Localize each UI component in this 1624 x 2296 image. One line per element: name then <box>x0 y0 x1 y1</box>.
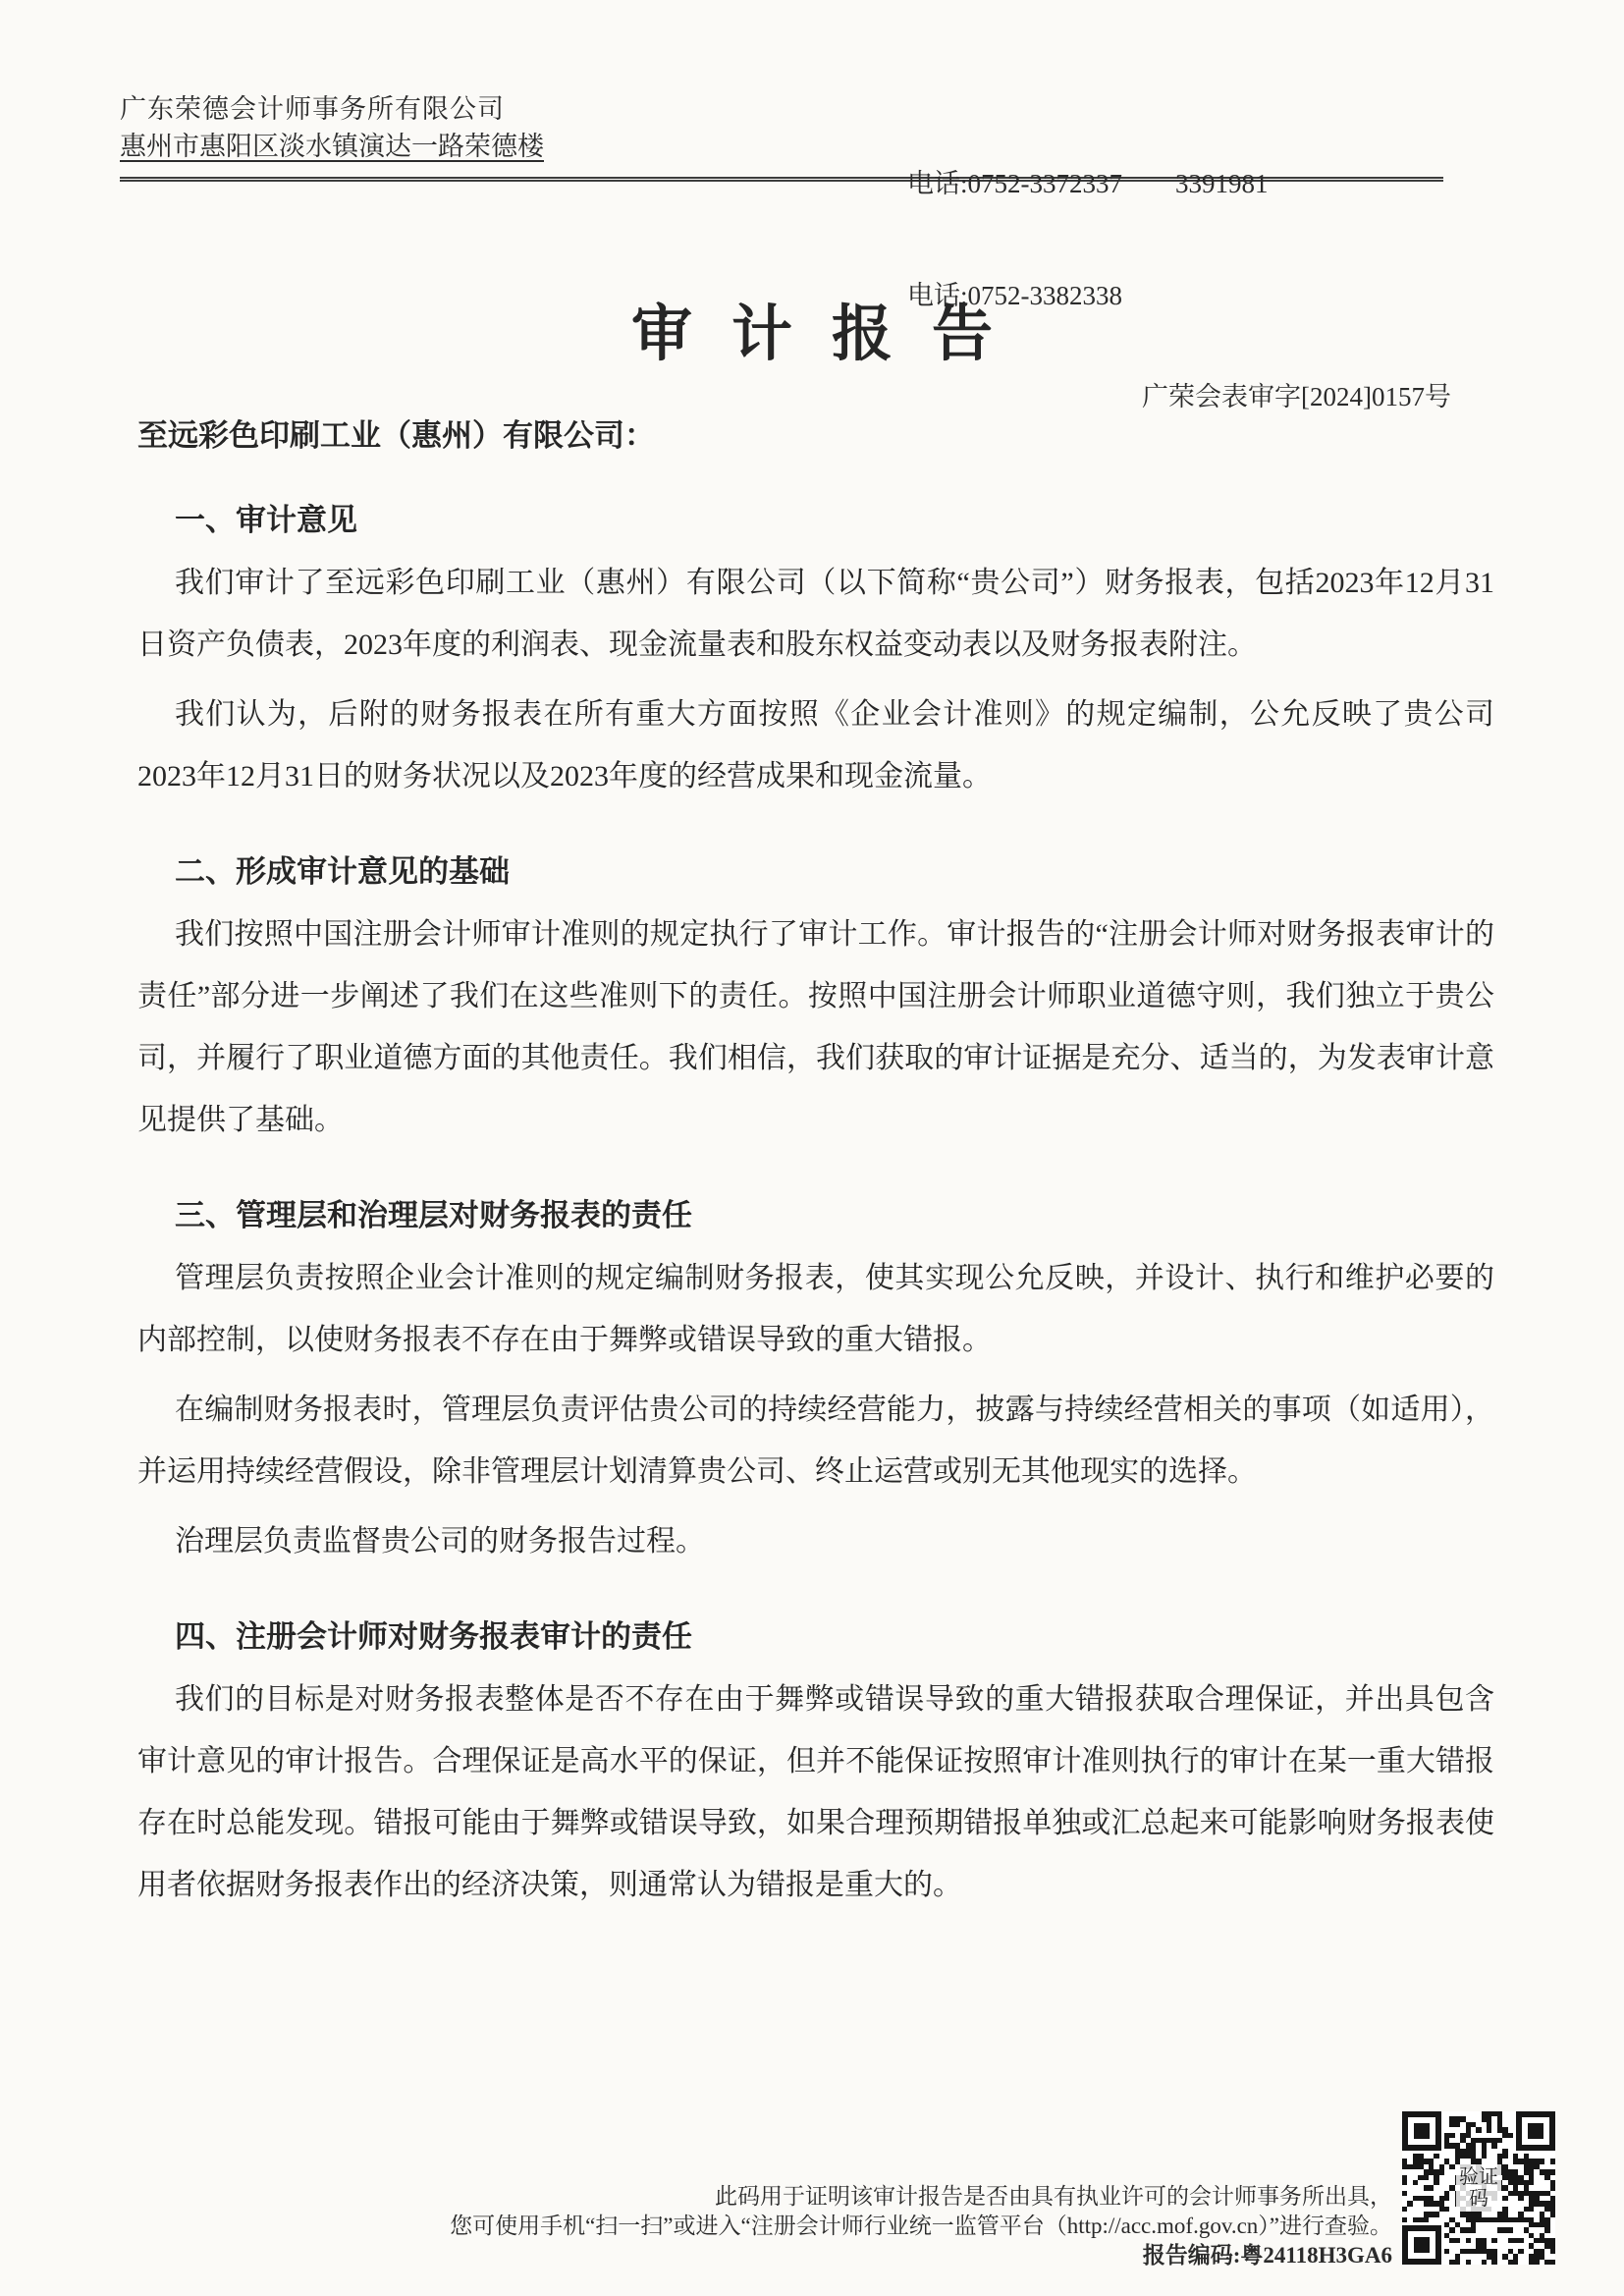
section-1-heading: 一、审计意见 <box>175 503 357 537</box>
letterhead <box>120 90 1443 310</box>
qr-finder-bottom-left <box>1402 2225 1441 2265</box>
firm-name: 广东荣德会计师事务所有限公司 <box>120 94 505 124</box>
section-4-paragraph-1: 我们的目标是对财务报表整体是否不存在由于舞弊或错误导致的重大错报获取合理保证，并出具包含审计意见的审计报告。合理保证是高水平的保证，但并不能保证按照审计准则执行的审计在某一重大错报存在时总能发现。错报可能由于舞弊或错误导致，如果合理预期错报单独或汇总起来可能影响财务报表使用者依据财务报表作出的经济决策，则通常认为错报是重大的。 <box>137 1683 1494 1901</box>
report-code: 报告编码:粤24118H3GA6 <box>1142 2243 1392 2268</box>
qr-finder-top-left <box>1402 2111 1441 2151</box>
section-4-heading: 四、注册会计师对财务报表审计的责任 <box>175 1619 692 1654</box>
section-3-paragraph-3: 治理层负责监督贵公司的财务报告过程。 <box>175 1525 705 1558</box>
verification-line-2: 您可使用手机“扫一扫”或进入“注册会计师行业统一监管平台（http://acc.mof.gov.cn）”进行查验。 <box>450 2214 1392 2238</box>
report-body <box>137 416 1494 1924</box>
phone-line-1: 电话:0752-3372337 3391981 <box>907 169 1269 198</box>
section-3-heading: 三、管理层和治理层对财务报表的责任 <box>175 1198 692 1232</box>
section-3-paragraph-1: 管理层负责按照企业会计准则的规定编制财务报表，使其实现公允反映，并设计、执行和维护必要的内部控制，以使财务报表不存在由于舞弊或错误导致的重大错报。 <box>137 1262 1494 1356</box>
verification-note <box>393 2182 1392 2270</box>
qr-finder-top-right <box>1516 2111 1555 2151</box>
section-1-paragraph-2: 我们认为，后附的财务报表在所有重大方面按照《企业会计准则》的规定编制，公允反映了贵公司2023年12月31日的财务状况以及2023年度的经营成果和现金流量。 <box>137 698 1494 793</box>
qr-overlay-label: 验证 码 <box>1456 2164 1501 2212</box>
section-2-paragraph-1: 我们按照中国注册会计师审计准则的规定执行了审计工作。审计报告的“注册会计师对财务报表审计的责任”部分进一步阐述了我们在这些准则下的责任。按照中国注册会计师职业道德守则，我们独立于贵公司，并履行了职业道德方面的其他责任。我们相信，我们获取的审计证据是充分、适当的，为发表审计意见提供了基础。 <box>137 918 1494 1136</box>
qr-code <box>1402 2111 1555 2265</box>
section-3-paragraph-2: 在编制财务报表时，管理层负责评估贵公司的持续经营能力，披露与持续经营相关的事项（如适用），并运用持续经营假设，除非管理层计划清算贵公司、终止运营或别无其他现实的选择。 <box>137 1394 1494 1488</box>
section-2-heading: 二、形成审计意见的基础 <box>175 854 510 889</box>
phone-line-2: 电话:0752-3382338 <box>907 281 1122 310</box>
page-title: 审计报告 <box>630 301 1032 368</box>
verification-line-1: 此码用于证明该审计报告是否由具有执业许可的会计师事务所出具， <box>715 2184 1392 2209</box>
reference-number: 广荣会表审字[2024]0157号 <box>1142 382 1451 411</box>
section-1-paragraph-1: 我们审计了至远彩色印刷工业（惠州）有限公司（以下简称“贵公司”）财务报表，包括2023年12月31日资产负债表，2023年度的利润表、现金流量表和股东权益变动表以及财务报表附注。 <box>137 567 1494 661</box>
addressee: 至远彩色印刷工业（惠州）有限公司： <box>137 418 655 453</box>
firm-address: 惠州市惠阳区淡水镇演达一路荣德楼 <box>120 132 544 161</box>
